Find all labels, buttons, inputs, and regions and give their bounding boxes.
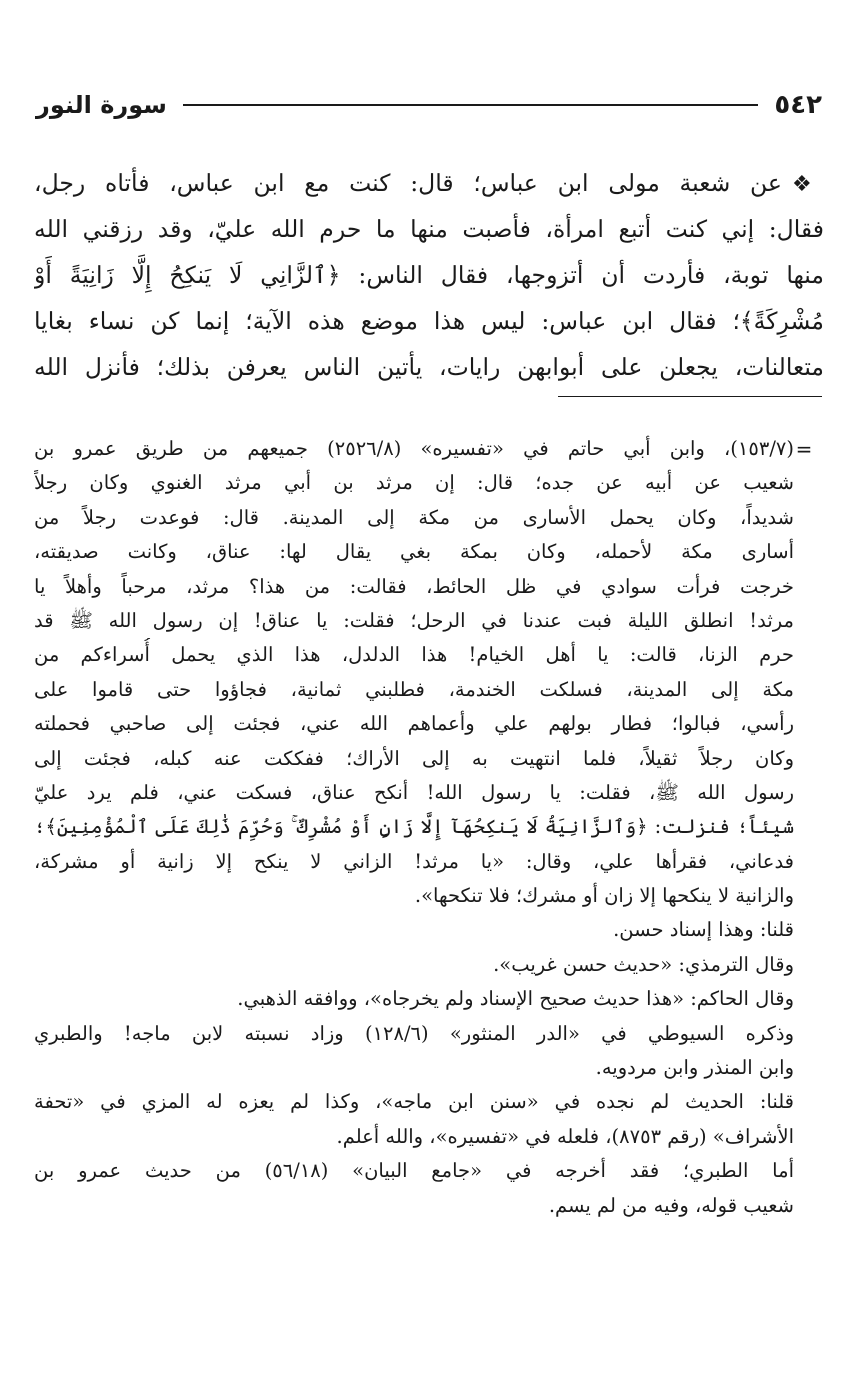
footnotes <box>34 432 794 1223</box>
footnote-line: وكان رجلاً ثقيلاً، فلما انتهيت به إلى الأراك؛ ففككت عنه كبله، فجئت إلى <box>34 746 794 770</box>
footnote-line: وابن المنذر وابن مردويه. <box>595 1056 794 1080</box>
footnote-line: أسارى مكة لأحمله، وكان بمكة بغي يقال لها: عناق، وكانت صديقته، <box>34 540 794 564</box>
footnote-line: شعيب عن أبيه عن جده؛ قال: إن مرثد بن أبي مرثد الغنوي وكان رجلاً <box>34 471 794 495</box>
header-rule <box>183 104 759 106</box>
bullet-icon: ❖ <box>791 172 824 197</box>
footnote-line: (١٥٣/٧)، وابن أبي حاتم في «تفسيره» (٢٥٢٦/٨) جميعهم من طريق عمرو بن <box>34 437 794 460</box>
footnote-line: مرثد! انطلق الليلة فبت عندنا في الرحل؛ فقلت: يا عناق! إن رسول الله ﷺ قد <box>34 608 794 632</box>
footnote-continuation-mark: = <box>795 437 813 461</box>
main-text <box>34 160 824 390</box>
footnote-line: قلنا: الحديث لم نجده في «سنن ابن ماجه»، وكذا لم يعزه له المزي في «تحفة <box>34 1090 794 1114</box>
footnote-line: مكة إلى المدينة، فسلكت الخندمة، فطلبني ثمانية، فجاؤوا حتى قاموا على <box>34 677 794 701</box>
footnote-line: والزانية لا ينكحها إلا زان أو مشرك؛ فلا تنكحها». <box>414 884 794 908</box>
footnote-line: الأشراف» (رقم ٨٧٥٣)، فلعله في «تفسيره»، والله أعلم. <box>336 1124 794 1148</box>
footnote-line: حرم الزنا، قالت: يا أهل الخيام! هذا الدلدل، هذا الذي يحمل أُسراءكم من <box>34 643 794 667</box>
page-number: ٥٤٢ <box>774 90 822 120</box>
footnote-line: شعيب قوله، وفيه من لم يسم. <box>548 1193 794 1217</box>
footnote-line: رأسي، فبالوا؛ فطار بولهم علي وأعماهم الله عني، فجئت إلى صاحبي فحملته <box>34 712 794 736</box>
footnote-line: أما الطبري؛ فقد أخرجه في «جامع البيان» (٥٦/١٨) من حديث عمرو بن <box>34 1159 794 1183</box>
footnote-line: فدعاني، فقرأها علي، وقال: «يا مرثد! الزاني لا ينكح إلا زانية أو مشركة، <box>34 849 794 873</box>
footnote-separator <box>558 396 822 397</box>
footnote-line: شيئاً؛ فنزلت: ﴿وَٱلزَّانِيَةُ لَا يَنكِحُهَآ إِلَّا زَانٍ أَوْ مُشْرِكٌ ۚ وَحُرِّمَ ذَٰلِكَ عَلَى ٱلْمُؤْمِنِينَ﴾؛ <box>34 815 794 839</box>
main-text-line: مُشْرِكَةً﴾؛ فقال ابن عباس: ليس هذا موضع هذه الآية؛ إنما كن نساء بغايا <box>34 307 824 335</box>
footnote-line: وذكره السيوطي في «الدر المنثور» (١٢٨/٦) وزاد نسبته لابن ماجه! والطبري <box>34 1021 794 1045</box>
running-header <box>36 88 822 122</box>
footnote-line: شديداً، وكان يحمل الأسارى من مكة إلى المدينة. قال: فوعدت رجلاً من <box>34 505 794 529</box>
main-text-line: ❖عن شعبة مولى ابن عباس؛ قال: كنت مع ابن عباس، فأتاه رجل، <box>34 169 824 197</box>
footnote-line: وقال الحاكم: «هذا حديث صحيح الإسناد ولم يخرجاه»، ووافقه الذهبي. <box>237 987 794 1011</box>
main-text-line: متعالنات، يجعلن على أبوابهن رايات، يأتين الناس يعرفن بذلك؛ فأنزل الله <box>34 353 824 381</box>
main-text-line: منها توبة، فأردت أن أتزوجها، فقال الناس: ﴿ٱلزَّانِي لَا يَنكِحُ إِلَّا زَانِيَةً أَوْ <box>34 261 824 289</box>
footnote-line: وقال الترمذي: «حديث حسن غريب». <box>493 952 794 976</box>
main-text-line: فقال: إني كنت أتبع امرأة، فأصبت منها ما حرم الله عليّ، وقد رزقني الله <box>34 215 824 243</box>
footnote-line: رسول الله ﷺ، فقلت: يا رسول الله! أنكح عناق، فسكت عني، فلم يرد عليّ <box>34 780 794 804</box>
footnote-line: خرجت فرأت سوادي في ظل الحائط، فقالت: من هذا؟ مرثد، مرحباً وأهلاً يا <box>34 574 794 598</box>
surah-title: سورة النور <box>36 91 167 119</box>
footnote-line: قلنا: وهذا إسناد حسن. <box>613 918 794 942</box>
